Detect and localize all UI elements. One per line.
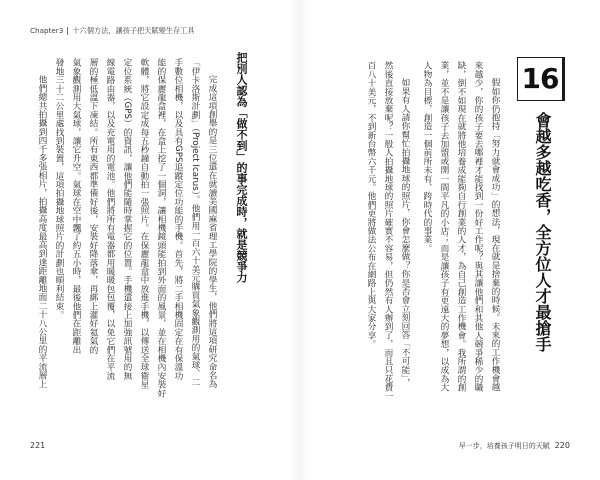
text-column: 人物為目標，創造一個前所未有、跨時代的事業。 [422, 61, 432, 253]
text-column: 線電路由器，以及充電用的電池。他們將所有電器都用暖暖包包覆，以免它們在平流 [105, 58, 115, 380]
section-subheading: 把別人認為「做不到」的事完成時，就是競爭力 [235, 52, 248, 283]
text-column: 軟體，將它設定成每五秒鐘自動拍一張照片。在保麗龍盒中放進手機，以傳送全球衛星 [139, 58, 149, 389]
paragraph-first-column: 他們總共拍攝到四千多張相片，拍攝高度最高到達距離地面二十八公里的平流層上 [37, 75, 47, 389]
paragraph-first-column: 假如你仍抱持「努力就會成功」的想法，現在就是捨棄的時候。未來的工作機會越 [490, 78, 500, 392]
text-column: 能的保麗龍盒裡，在盒上挖了一個洞，讓相機鏡頭能拍到外面的風景，並在相機內安裝好 [156, 58, 166, 398]
section-number-box [517, 57, 565, 101]
text-column: 手數位相機，以及具有GPS追蹤定位功能的手機。首先，將二手相機固定在有保溫功 [173, 58, 183, 380]
right-page-footer [459, 441, 570, 451]
text-column: 層的極低溫下凍結。所有東西都準備好後，安裝好降落傘，再綁上灌好氦氣的 [88, 58, 98, 354]
right-page [300, 0, 600, 480]
text-column: 缺，倒不如現在就將他培養成能夠自行創業的人才，為自己創造工作機會。我所謂的創 [456, 61, 466, 392]
text-column: 業，並不是讓孩子去加盟或開一間平凡的小店；而是讓孩子有更遠大的夢想，以成為大 [439, 61, 449, 392]
footer-book-title: 早一步，培養孩子明日的天賦 [458, 442, 550, 450]
paragraph-first-column: 完成這項創舉的是三位還在就讀美國麻省理工學院的學生，他們將這項研究命名為 [207, 75, 217, 389]
running-header [30, 26, 195, 35]
page-number-right: 220 [554, 441, 570, 450]
text-column: 百八十美元，不到新台幣六千元。他們更將做法公布在網路上與大家分享。 [366, 61, 376, 349]
text-column: 定位系統（GPS）的資訊，讓他們能隨時掌握它的位置。手機還接上加強訊號用的無 [122, 58, 132, 380]
section-number: 16 [521, 62, 559, 95]
text-column: 然後直接放棄呢？一般人拍攝地球的照片確實不容易，但仍然有人辦到了，而且只花費一 [383, 61, 393, 401]
header-separator [67, 27, 68, 35]
text-column: 來越少，你的孩子要去哪裡才能找到一份好工作呢？與其讓他們和其他人競爭稀少的職 [473, 61, 483, 392]
running-header-title: 十六個方法，讓孩子把天賦變生存工具 [72, 26, 195, 35]
page-number-left: 221 [30, 441, 46, 450]
text-column: 發地三十二公里處找到裝置，這項拍攝地球照片的計劃也順利結束。 [54, 58, 64, 319]
text-column: 氣象觀測用大氣球，讓它升空。氣球在空中飄了約五小時，最後他們在距離出 [71, 58, 81, 354]
paragraph-first-column: 如果有人請你幫忙拍攝地球的照片，你會怎麼做？你是否會立刻回答「不可能」， [400, 78, 410, 388]
chapter-label: Chapter3 [30, 26, 64, 35]
section-title: 會越多越吃香，全方位人才最搶手 [533, 112, 552, 352]
text-column: 「伊卡洛斯計劃」（Project Icarus）。他們用一百六十美元購買氣象觀測用的氣球、二 [190, 58, 200, 387]
